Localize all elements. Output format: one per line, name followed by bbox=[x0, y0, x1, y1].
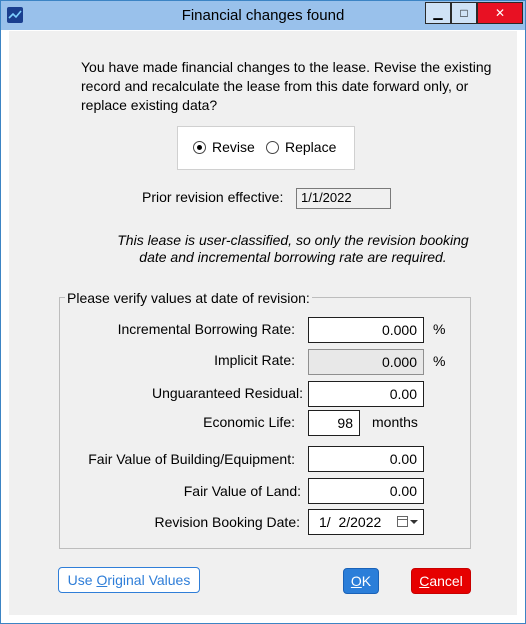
incremental-borrowing-rate-label: Incremental Borrowing Rate: bbox=[117, 321, 295, 337]
use-original-values-suffix: riginal Values bbox=[107, 572, 191, 588]
use-original-values-mnemonic: O bbox=[96, 572, 108, 588]
unguaranteed-residual-input[interactable]: 0.00 bbox=[308, 381, 424, 407]
maximize-button[interactable]: □ bbox=[451, 2, 477, 24]
prior-revision-field: 1/1/2022 bbox=[296, 188, 391, 209]
fair-value-building-input[interactable]: 0.00 bbox=[308, 446, 424, 472]
ok-button[interactable] bbox=[343, 568, 379, 594]
revise-radio-label[interactable]: Revise bbox=[212, 139, 255, 155]
use-original-values-prefix: Use bbox=[67, 572, 97, 588]
minimize-button[interactable]: ▁ bbox=[425, 2, 451, 24]
dialog-body bbox=[9, 31, 517, 615]
revision-booking-date-value[interactable]: 1/ 2/2022 bbox=[319, 514, 382, 530]
ok-mnemonic: O bbox=[350, 573, 362, 589]
economic-life-input[interactable]: 98 bbox=[308, 410, 360, 436]
implicit-rate-unit: % bbox=[433, 353, 446, 369]
revision-booking-date-label: Revision Booking Date: bbox=[154, 514, 300, 530]
revision-booking-date-picker[interactable] bbox=[308, 509, 424, 535]
replace-radio[interactable] bbox=[266, 141, 279, 154]
calendar-icon[interactable] bbox=[397, 516, 408, 527]
replace-radio-label[interactable]: Replace bbox=[285, 139, 337, 155]
revise-radio[interactable] bbox=[193, 141, 206, 154]
economic-life-unit: months bbox=[372, 414, 418, 430]
verify-values-legend: Please verify values at date of revision: bbox=[67, 290, 310, 306]
window-title: Financial changes found bbox=[181, 7, 345, 24]
unguaranteed-residual-label: Unguaranteed Residual: bbox=[152, 385, 303, 401]
fair-value-land-input[interactable]: 0.00 bbox=[308, 478, 424, 504]
fair-value-building-label: Fair Value of Building/Equipment: bbox=[88, 451, 295, 467]
revise-replace-group bbox=[177, 126, 355, 170]
classification-note: This lease is user-classified, so only the revision booking date and incremental borrowing rate are required. bbox=[117, 232, 469, 265]
cancel-mnemonic: C bbox=[419, 573, 430, 589]
incremental-borrowing-rate-input[interactable]: 0.000 bbox=[308, 317, 424, 343]
implicit-rate-input: 0.000 bbox=[308, 349, 424, 375]
ok-suffix: K bbox=[361, 573, 372, 589]
fair-value-land-label: Fair Value of Land: bbox=[183, 483, 301, 499]
incremental-borrowing-rate-unit: % bbox=[433, 321, 446, 337]
title-bar[interactable] bbox=[1, 1, 525, 30]
economic-life-label: Economic Life: bbox=[203, 414, 295, 430]
prior-revision-label: Prior revision effective: bbox=[142, 189, 284, 205]
implicit-rate-label: Implicit Rate: bbox=[214, 352, 295, 368]
cancel-suffix: ancel bbox=[429, 573, 463, 589]
chevron-down-icon[interactable] bbox=[410, 520, 418, 524]
use-original-values-button[interactable] bbox=[58, 567, 200, 593]
cancel-button[interactable] bbox=[411, 568, 471, 594]
intro-text: You have made financial changes to the lease. Revise the existing record and recalculate the lease from this date forward only, or replace existing data? bbox=[81, 59, 492, 113]
close-button[interactable]: ✕ bbox=[477, 2, 523, 24]
